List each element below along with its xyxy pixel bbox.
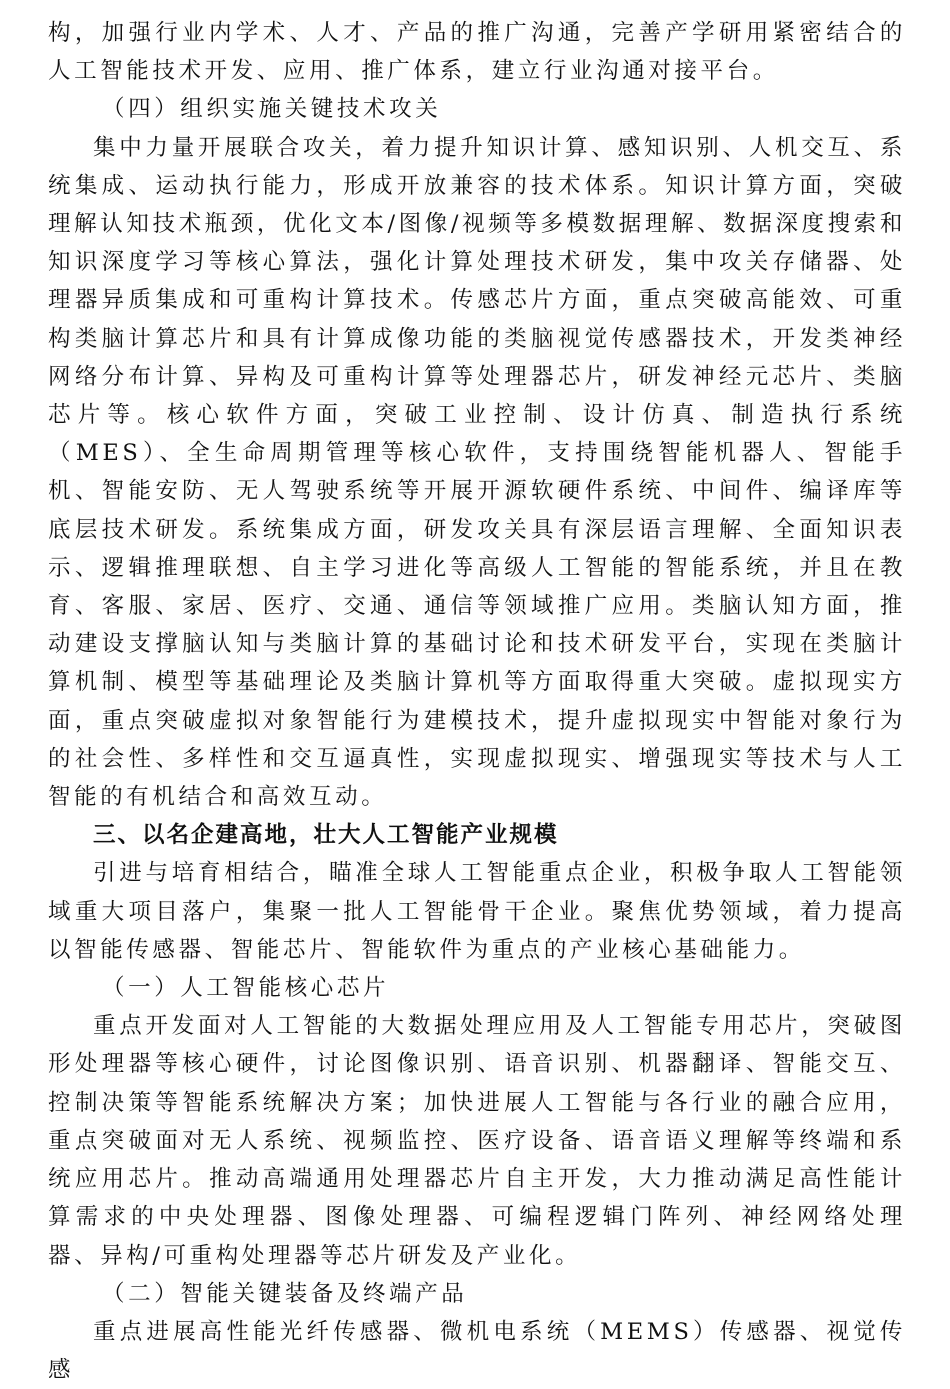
subheading-core-chips: （一）人工智能核心芯片 <box>102 975 390 1002</box>
paragraph-key-technology: 集中力量开展联合攻关，着力提升知识计算、感知识别、人机交互、系统集成、运动执行能力，形成开放兼容的技术体系。知识计算方面，突破理解认知技术瓶颈，优化文本/图像/视频等多模数据理解、数据深度搜索和知识深度学习等核心算法，强化计算处理技术研发，集中攻关存储器、处理器异质集成和可重构计算技术。传感芯片方面，重点突破高能效、可重构类脑计算芯片和具有计算成像功能的类脑视觉传感器技术，开发类神经网络分布计算、异构及可重构计算等处理器芯片，研发神经元芯片、类脑芯片等。核心软件方面，突破工业控制、设计仿真、制造执行系统（MES）、全生命周期管理等核心软件，支持围绕智能机器人、智能手机、智能安防、无人驾驶系统等开展开源软硬件系统、中间件、编译库等底层技术研发。系统集成方面，研发攻关具有深层语言理解、全面知识表示、逻辑推理联想、自主学习进化等高级人工智能的智能系统，并且在教育、客服、家居、医疗、交通、通信等领域推广应用。类脑认知方面，推动建设支撑脑认知与类脑计算的基础讨论和技术研发平台，实现在类脑计算机制、模型等基础理论及类脑计算机等方面取得重大突破。虚拟现实方面，重点突破虚拟对象智能行为建模技术，提升虚拟现实中智能对象行为的社会性、多样性和交互逼真性，实现虚拟现实、增强现实等技术与人工智能的有机结合和高效互动。 <box>48 134 906 811</box>
paragraph-core-chips: 重点开发面对人工智能的大数据处理应用及人工智能专用芯片，突破图形处理器等核心硬件，讨论图像识别、语音识别、机器翻译、智能交互、控制决策等智能系统解决方案；加快进展人工智能与各行业的融合应用，重点突破面对无人系统、视频监控、医疗设备、语音语义理解等终端和系统应用芯片。推动高端通用处理器芯片自主开发，大力推动满足高性能计算需求的中央处理器、图像处理器、可编程逻辑门阵列、神经网络处理器、异构/可重构处理器等芯片研发及产业化。 <box>48 1013 906 1269</box>
subheading-key-equipment: （二）智能关键装备及终端产品 <box>102 1280 468 1307</box>
paragraph-key-equipment: 重点进展高性能光纤传感器、微机电系统（MEMS）传感器、视觉传感 <box>48 1318 906 1384</box>
heading-section-3: 三、以名企建高地，壮大人工智能产业规模 <box>93 822 559 849</box>
paragraph-continued: 构，加强行业内学术、人才、产品的推广沟通，完善产学研用紧密结合的人工智能技术开发、应用、推广体系，建立行业沟通对接平台。 <box>48 20 906 85</box>
subheading-section-4: （四）组织实施关键技术攻关 <box>102 96 442 123</box>
paragraph-industry-scale: 引进与培育相结合，瞄准全球人工智能重点企业，积极争取人工智能领域重大项目落户，集聚一批人工智能骨干企业。聚焦优势领域，着力提高以智能传感器、智能芯片、智能软件为重点的产业核心基础能力。 <box>48 860 906 963</box>
